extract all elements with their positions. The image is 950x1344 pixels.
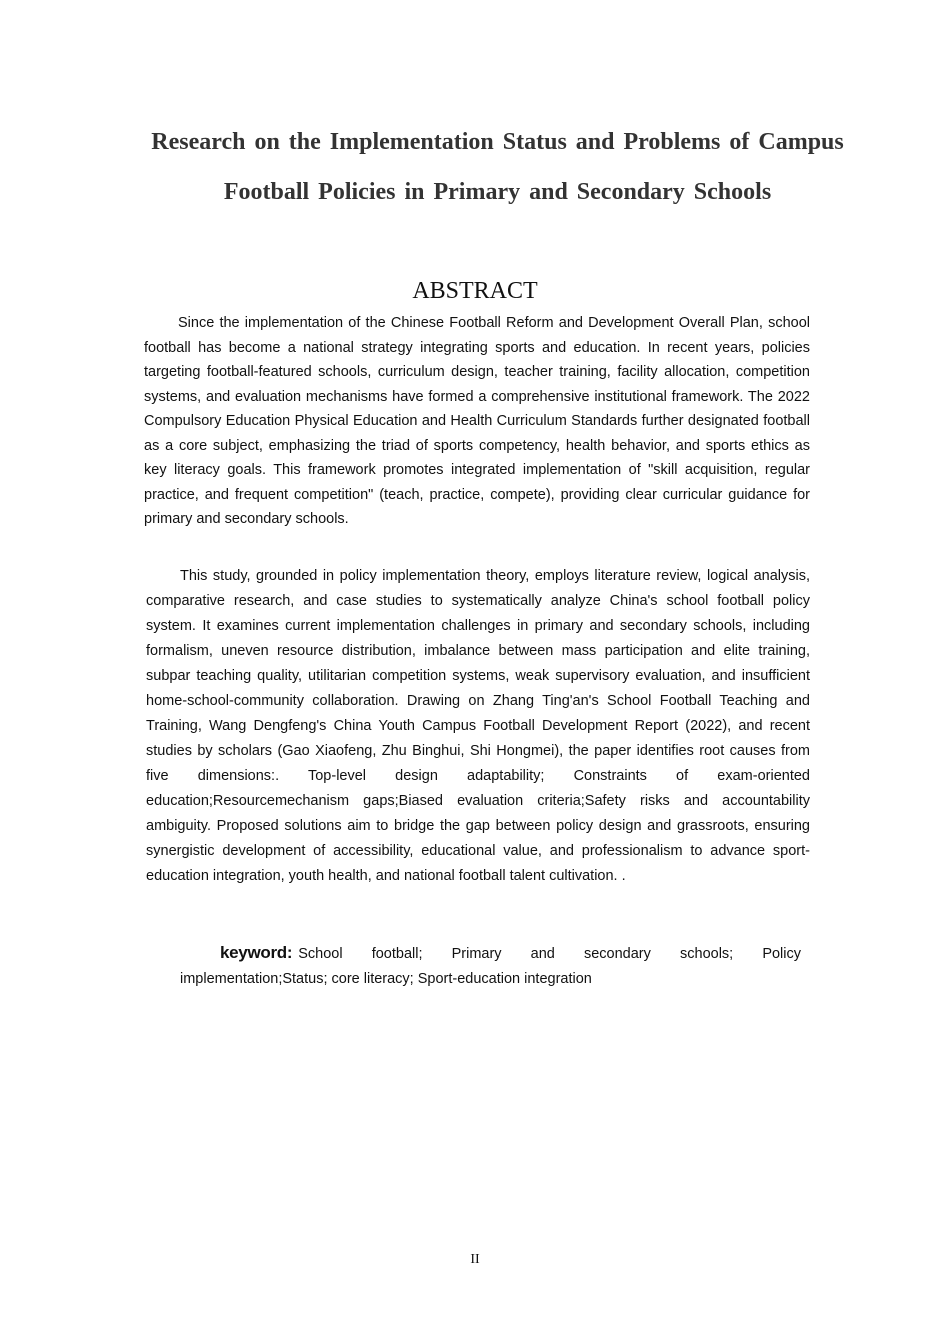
paper-title: Research on the Implementation Status and Problems of Campus Football Policies in Primary and Secondary Schools xyxy=(151,129,844,205)
abstract-paragraph: This study, grounded in policy implementation theory, employs literature review, logical analysis, comparative research, and case studies to systematically analyze China's school football policy system. It examines current implementation challenges in primary and secondary schools, including formalism, uneven resource distribution, imbalance between mass participation and elite training, subpar teaching quality, utilitarian competition systems, weak supervisory evaluation, and insufficient home-school-community collaboration. Drawing on Zhang Ting'an's School Football Teaching and Training, Wang Dengfeng's China Youth Campus Football Development Report (2022), and recent studies by scholars (Gao Xiaofeng, Zhu Binghui, Shi Hongmei), the paper identifies root causes from five dimensions:. Top-level design adaptability; Constraints of exam-oriented education;Resourcemechanism gaps;Biased evaluation criteria;Safety risks and accountability ambiguity. Proposed solutions aim to bridge the gap between policy design and grassroots, ensuring synergistic development of accessibility, educational value, and professionalism to advance sport-education integration, youth health, and national football talent cultivation. . xyxy=(146,568,810,884)
keywords-label: keyword: xyxy=(220,943,293,962)
page-number: II xyxy=(470,1252,480,1267)
keywords xyxy=(180,940,801,992)
abstract-heading: ABSTRACT xyxy=(412,278,538,304)
abstract-paragraph: Since the implementation of the Chinese Football Reform and Development Overall Plan, school football has become a national strategy integrating sports and education. In recent years, policies targeting football-featured schools, curriculum design, teacher training, facility allocation, competition systems, and evaluation mechanisms have formed a comprehensive institutional framework. The 2022 Compulsory Education Physical Education and Health Curriculum Standards further designated football as a core subject, emphasizing the triad of sports competency, health behavior, and sports ethics as key literacy goals. This framework promotes integrated implementation of "skill acquisition, regular practice, and frequent competition" (teach, practice, compete), providing clear curricular guidance for primary and secondary schools. xyxy=(144,315,810,527)
keywords-text: School football; Primary and secondary schools; Policy implementation;Status; core literacy; Sport-education integration xyxy=(180,946,801,987)
